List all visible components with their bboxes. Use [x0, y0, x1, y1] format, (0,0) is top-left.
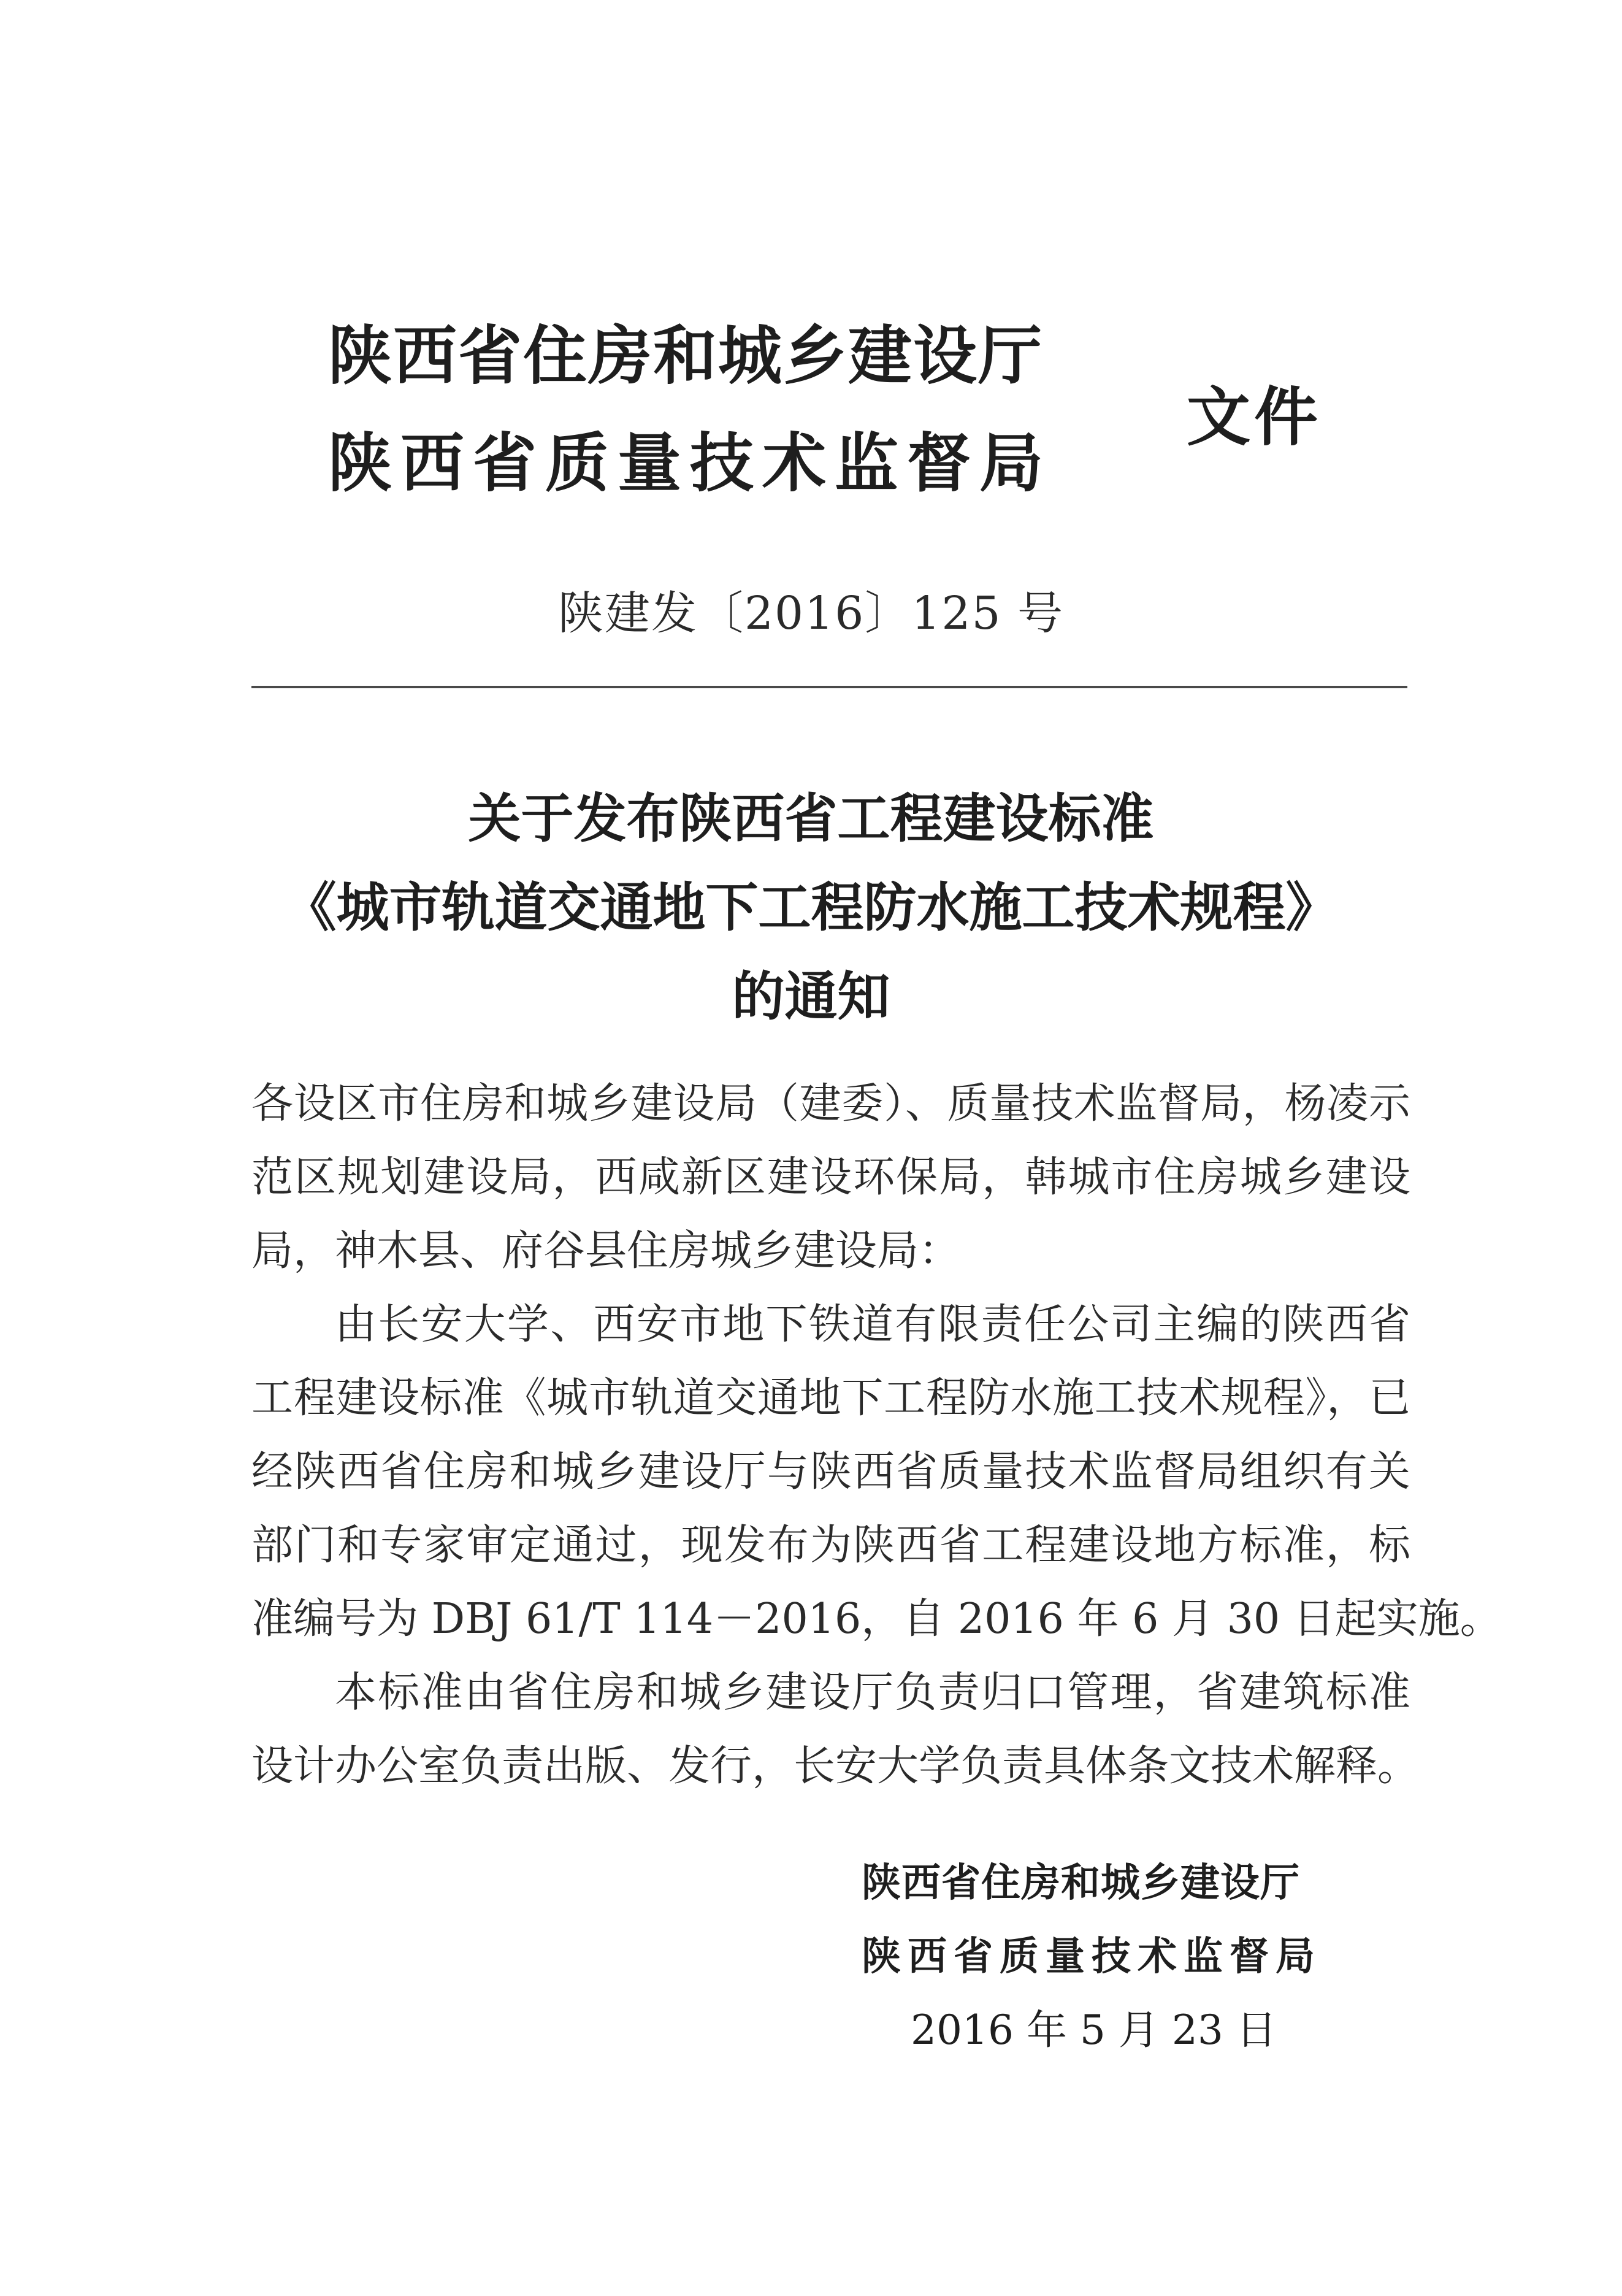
issuer-name: 陕西省质量技术监督局 — [328, 426, 1052, 501]
header-divider — [251, 686, 1407, 688]
signature-block — [862, 1846, 1364, 2067]
document-header — [328, 316, 1383, 518]
notice-title-line: 关于发布陕西省工程建设标准 — [468, 788, 1154, 850]
notice-body — [251, 1067, 1502, 1803]
body-line: 部门和专家审定通过，现发布为陕西省工程建设地方标准，标 — [251, 1521, 1410, 1570]
body-line: 工程建设标准《城市轨道交通地下工程防水施工技术规程》，已 — [251, 1374, 1410, 1423]
signing-organization: 陕西省住房和城乡建设厅 — [862, 1860, 1300, 1906]
notice-title-line: 《城市轨道交通地下工程防水施工技术规程》 — [283, 877, 1339, 939]
body-line: 设计办公室负责出版、发行，长安大学负责具体条文技术解释。 — [251, 1742, 1420, 1791]
signing-organization: 陕西省质量技术监督局 — [862, 1934, 1322, 1979]
issuer-name: 陕西省住房和城乡建设厅 — [328, 318, 1044, 393]
body-line: 本标准由省住房和城乡建设厅负责归口管理，省建筑标准 — [335, 1668, 1410, 1717]
body-line: 局，神木县、府谷县住房城乡建设局： — [251, 1227, 961, 1275]
notice-title-line: 的通知 — [732, 966, 890, 1027]
signature-date: 2016 年 5 月 23 日 — [911, 2006, 1277, 2054]
document-number: 陕建发〔2016〕125 号 — [557, 587, 1065, 640]
body-line: 范区规划建设局，西咸新区建设环保局，韩城市住房城乡建设 — [251, 1153, 1410, 1202]
body-line: 由长安大学、西安市地下铁道有限责任公司主编的陕西省 — [335, 1300, 1410, 1349]
body-line: 准编号为 DBJ 61/T 114－2016，自 2016 年 6 月 30 日起实施。 — [251, 1595, 1502, 1643]
document-type-label: 文件 — [1187, 380, 1322, 455]
body-line: 各设区市住房和城乡建设局（建委）、质量技术监督局，杨凌示 — [251, 1080, 1410, 1128]
body-line: 经陕西省住房和城乡建设厅与陕西省质量技术监督局组织有关 — [251, 1448, 1410, 1496]
